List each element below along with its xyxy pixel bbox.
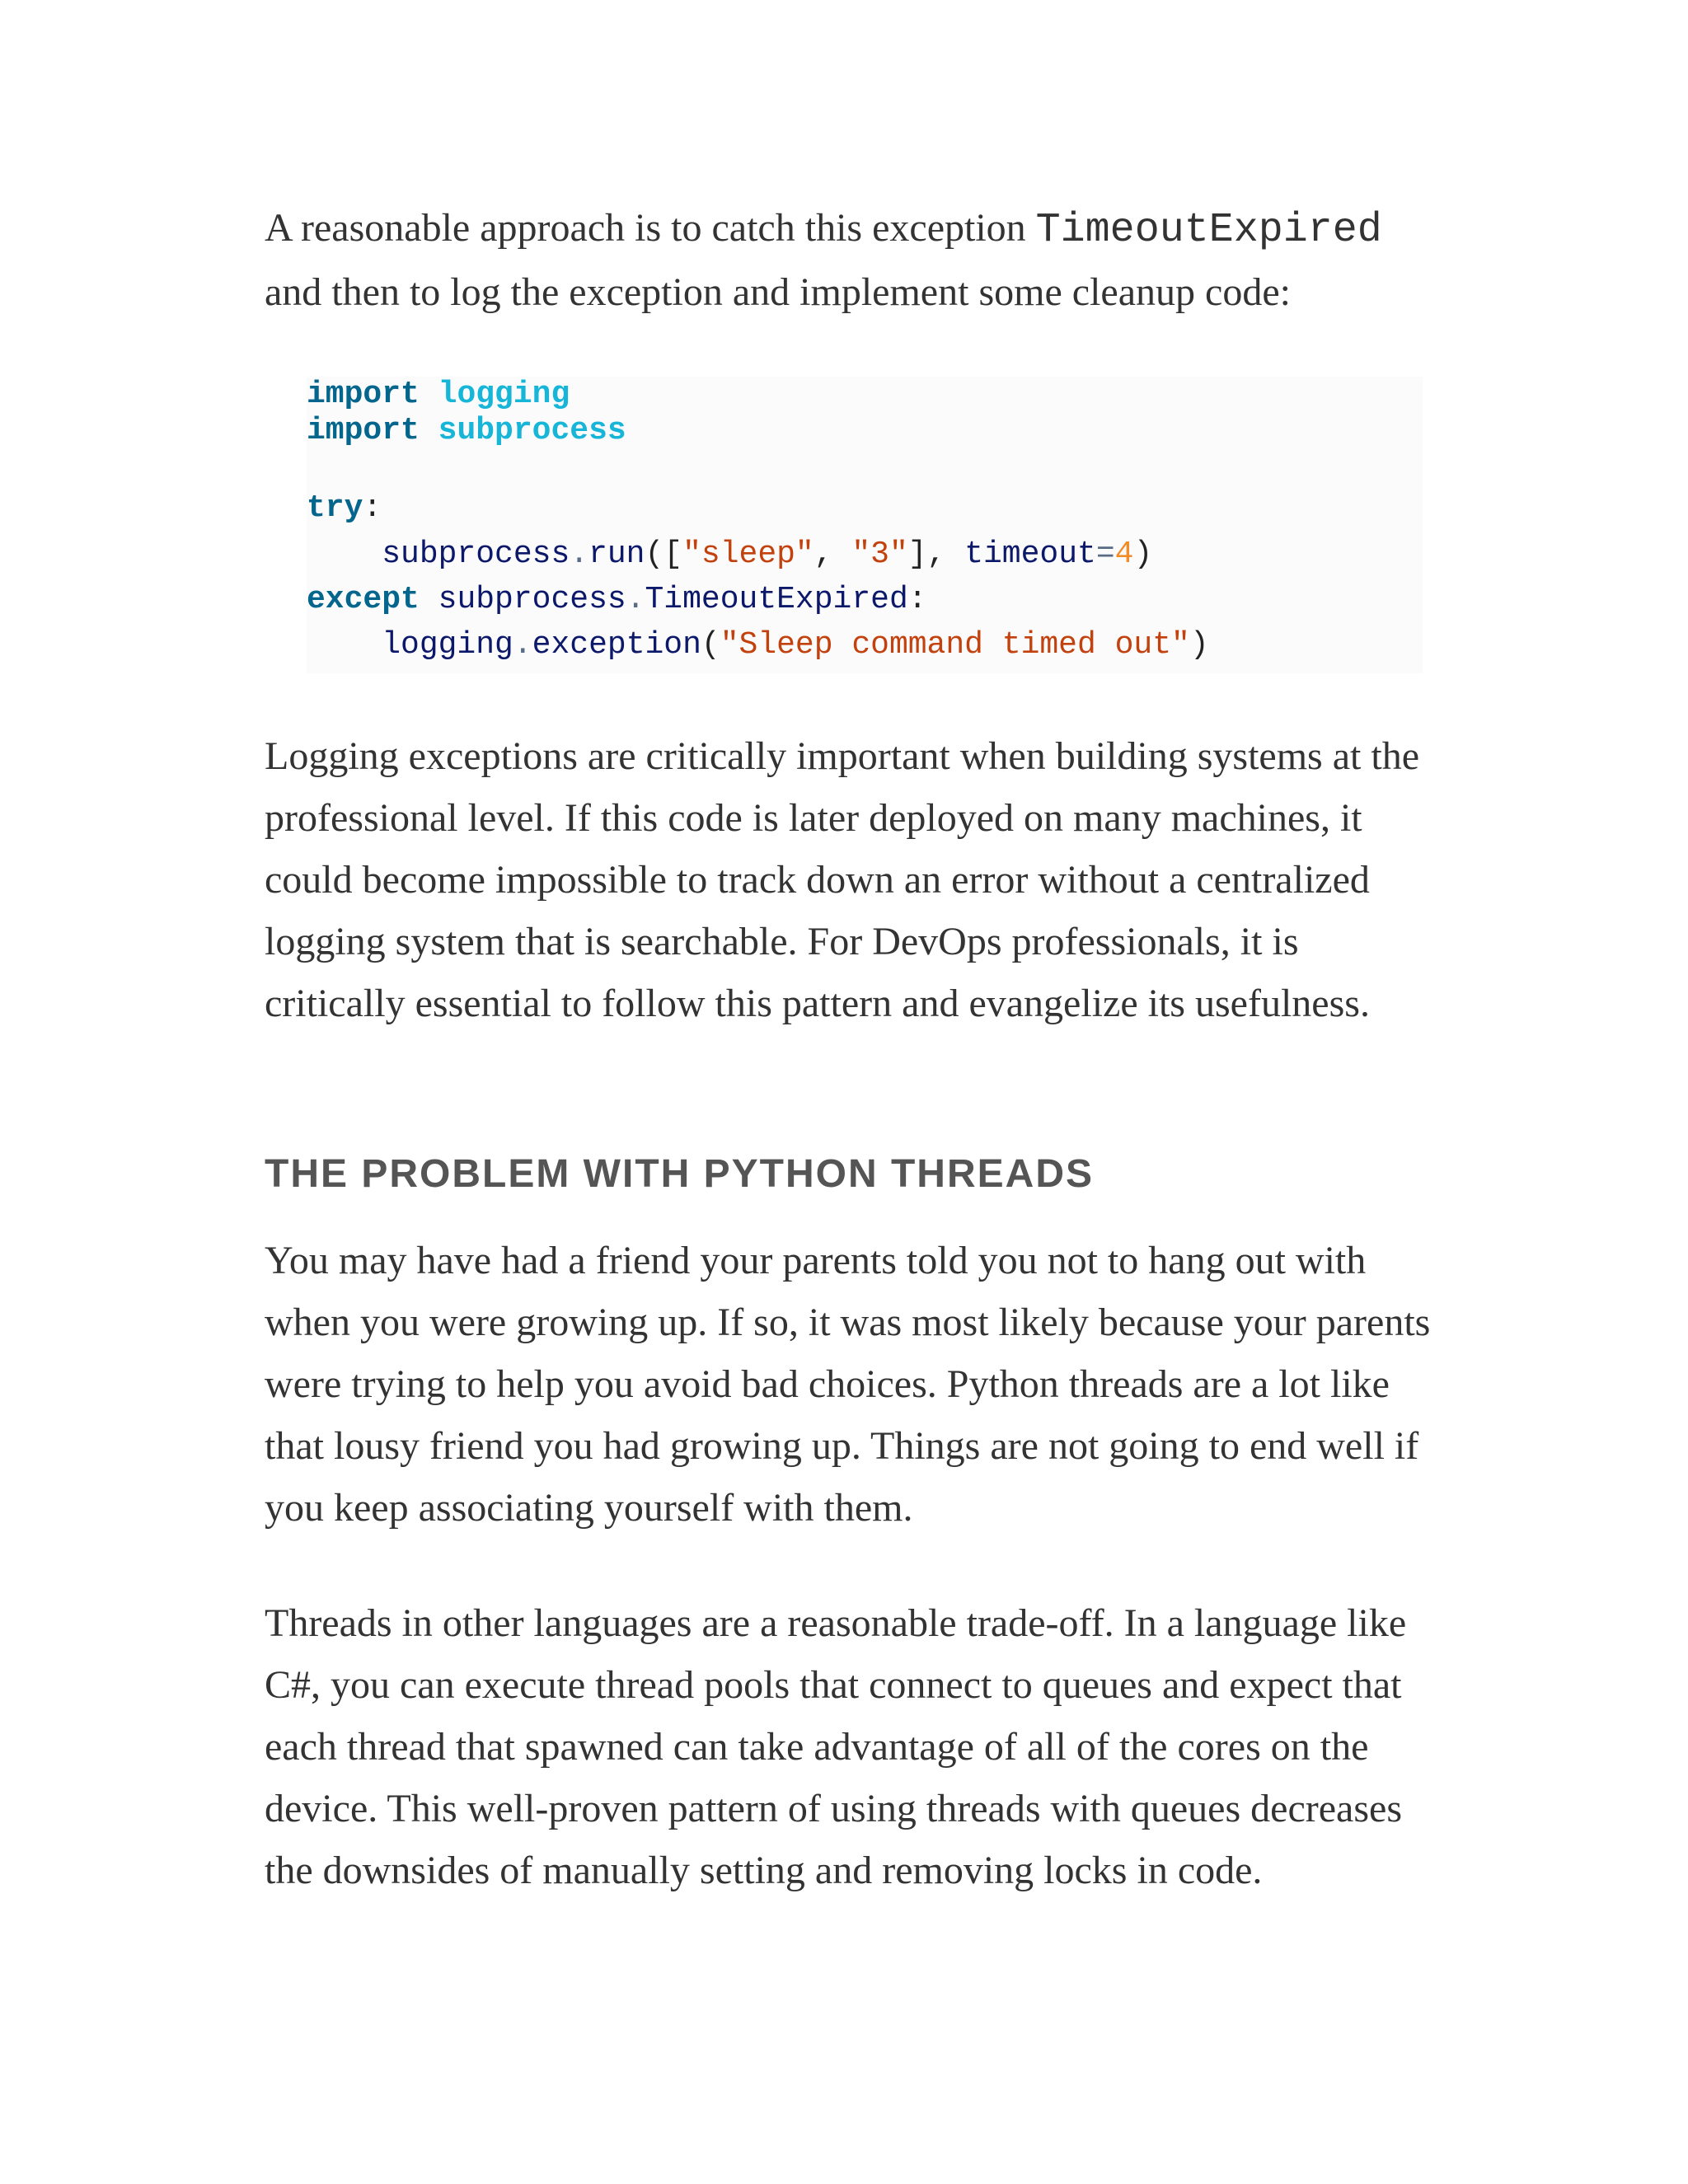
intro-paragraph bbox=[265, 197, 1435, 323]
code-line-1: import logging bbox=[307, 377, 570, 412]
paragraph-logging: Logging exceptions are critically important when building systems at the professional level. If this code is later deployed on many machines, it could become impossible to track down an error without a centralized logging system that is searchable. For DevOps professionals, it is critically essential to follow this pattern and evangelize its usefulness. bbox=[265, 734, 1419, 1025]
inline-code-timeoutexpired: TimeoutExpired bbox=[1035, 207, 1382, 254]
paragraph-friend: You may have had a friend your parents told you not to hang out with when you were growing up. If so, it was most likely because your parents were trying to help you avoid bad choices. Python threads are a lot like that lousy friend you had growing up. Things are not going to end well if you keep associating yourself with them. bbox=[265, 1239, 1431, 1530]
code-line-7: logging.exception("Sleep command timed out") bbox=[382, 627, 1209, 663]
code-line-6: except subprocess.TimeoutExpired: bbox=[307, 582, 927, 617]
intro-text-after: and then to log the exception and implement some cleanup code: bbox=[265, 270, 1291, 314]
section-heading: THE PROBLEM WITH PYTHON THREADS bbox=[265, 1152, 1094, 1196]
code-line-4: try: bbox=[307, 490, 382, 526]
code-line-5: subprocess.run(["sleep", "3"], timeout=4) bbox=[382, 537, 1153, 572]
paragraph-threads: Threads in other languages are a reasonable trade-off. In a language like C#, you can execute thread pools that connect to queues and expect that each thread that spawned can take advantage of all of the cores on the device. This well-proven pattern of using threads with queues decreases the downsides of manually setting and removing locks in code. bbox=[265, 1601, 1407, 1892]
code-line-2: import subprocess bbox=[307, 413, 626, 448]
code-block bbox=[307, 377, 1423, 673]
intro-text-before: A reasonable approach is to catch this exception bbox=[265, 206, 1036, 250]
